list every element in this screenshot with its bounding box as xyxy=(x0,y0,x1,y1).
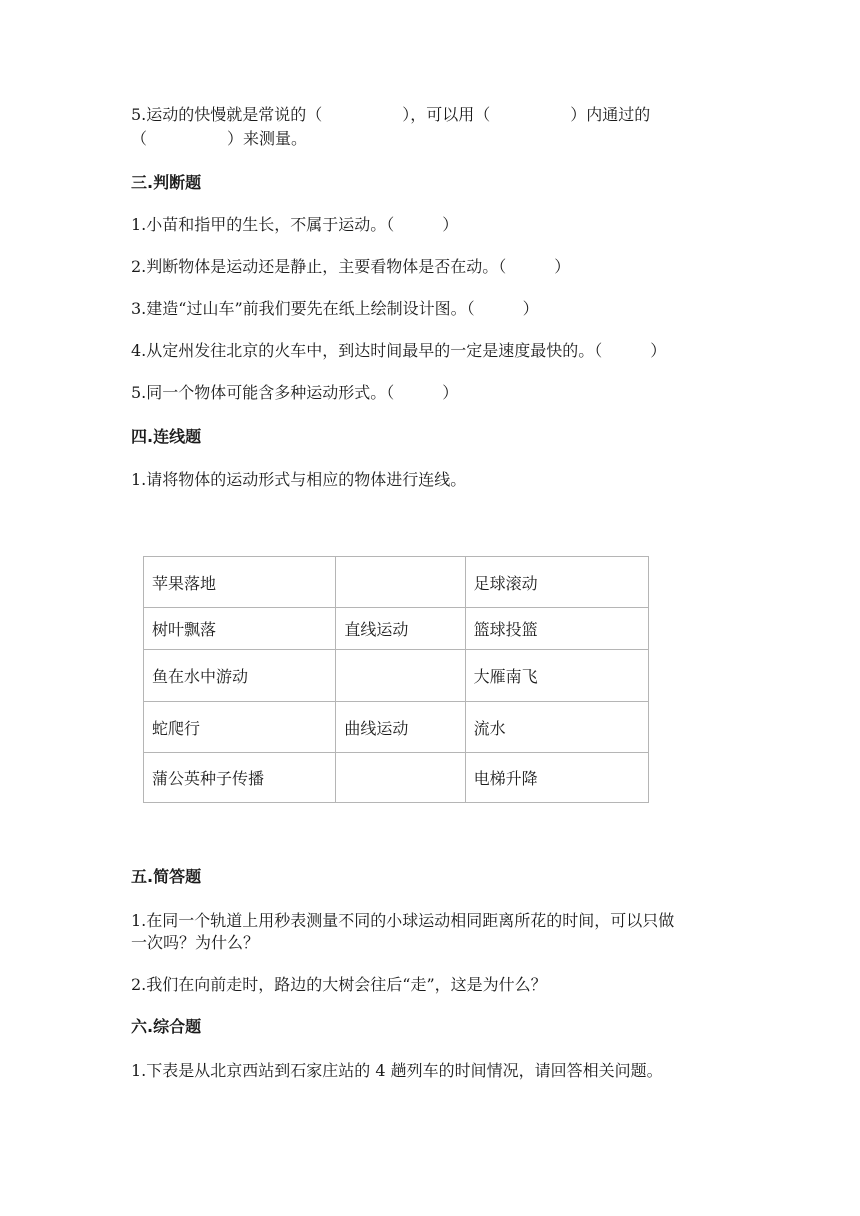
table-cell: 流水 xyxy=(465,702,648,753)
table-row xyxy=(144,702,649,753)
table-cell xyxy=(336,557,465,608)
question-5-line-1: 5.运动的快慢就是常说的（ ），可以用（ ）内通过的 xyxy=(131,105,651,124)
table-cell: 蒲公英种子传播 xyxy=(144,753,336,803)
comprehensive-question-1: 1.下表是从北京西站到石家庄站的 4 趟列车的时间情况，请回答相关问题。 xyxy=(131,1061,663,1080)
judge-item-3: 3.建造“过山车”前我们要先在纸上绘制设计图。（ ） xyxy=(131,299,539,318)
table-cell: 鱼在水中游动 xyxy=(144,650,336,702)
section-5-title: 五.简答题 xyxy=(131,867,202,886)
section-3-title: 三.判断题 xyxy=(131,173,202,192)
table-cell: 苹果落地 xyxy=(144,557,336,608)
table-cell: 曲线运动 xyxy=(336,702,465,753)
section-6-title: 六.综合题 xyxy=(131,1017,202,1036)
short-answer-1-line-1: 1.在同一个轨道上用秒表测量不同的小球运动相同距离所花的时间，可以只做 xyxy=(131,911,675,930)
judge-item-1: 1.小苗和指甲的生长，不属于运动。（ ） xyxy=(131,215,459,234)
table-row xyxy=(144,753,649,803)
table-cell: 电梯升降 xyxy=(465,753,648,803)
table-cell: 直线运动 xyxy=(336,608,465,650)
table-cell: 篮球投篮 xyxy=(465,608,648,650)
section-4-title: 四.连线题 xyxy=(131,427,202,446)
table-cell: 大雁南飞 xyxy=(465,650,648,702)
table-cell: 树叶飘落 xyxy=(144,608,336,650)
table-cell xyxy=(336,650,465,702)
table-row xyxy=(144,557,649,608)
question-5-line-2: （ ）来测量。 xyxy=(131,129,308,148)
table-row xyxy=(144,608,649,650)
judge-item-2: 2.判断物体是运动还是静止，主要看物体是否在动。（ ） xyxy=(131,257,571,276)
table-cell xyxy=(336,753,465,803)
short-answer-1-line-2: 一次吗？为什么？ xyxy=(131,933,260,952)
table-cell: 足球滚动 xyxy=(465,557,648,608)
table-cell: 蛇爬行 xyxy=(144,702,336,753)
judge-item-4: 4.从定州发往北京的火车中，到达时间最早的一定是速度最快的。（ ） xyxy=(131,341,667,360)
matching-table xyxy=(143,556,649,803)
table-row xyxy=(144,650,649,702)
short-answer-2: 2.我们在向前走时，路边的大树会往后“走”，这是为什么？ xyxy=(131,975,547,994)
judge-item-5: 5.同一个物体可能含多种运动形式。（ ） xyxy=(131,383,459,402)
matching-question-1: 1.请将物体的运动形式与相应的物体进行连线。 xyxy=(131,470,467,489)
